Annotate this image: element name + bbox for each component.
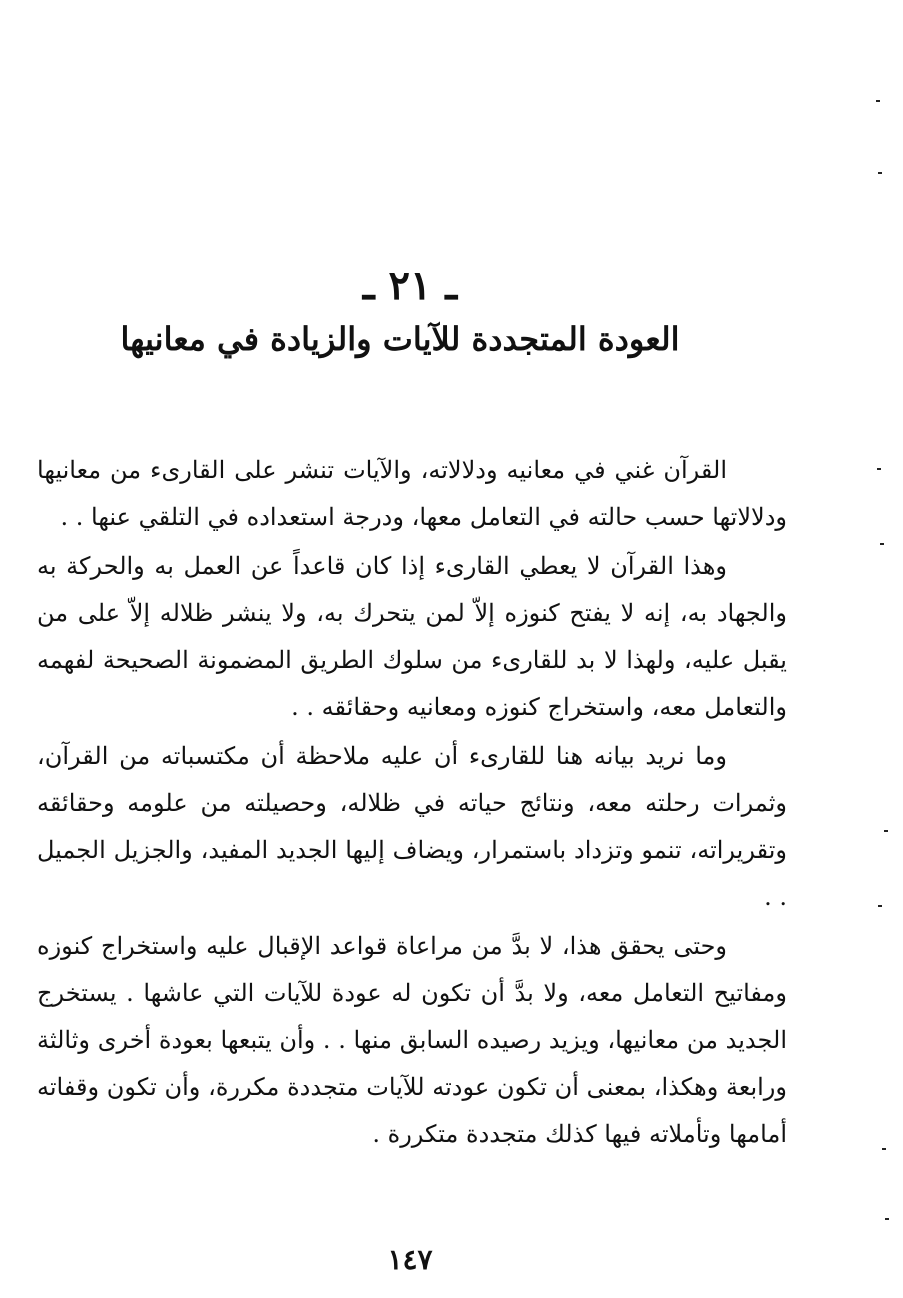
scan-speck [877,468,881,470]
scan-speck [882,1148,886,1150]
paragraph: وحتى يحقق هذا، لا بدَّ من مراعاة قواعد الإقبال عليه واستخراج كنوزه ومفاتيح التعامل معه، ولا بدَّ أن تكون له عودة للآيات التي عاشها . يستخرج الجديد من معانيها، ويزيد رصيده السابق منها . . وأن يتبعها بعودة أخرى وثالثة ورابعة وهكذا، بمعنى أن تكون عودته للآيات متجددة مكررة، وأن تكون وقفاته أمامها وتأملاته فيها كذلك متجددة متكررة . [37,932,787,1148]
page-number: ١٤٧ [387,1243,433,1276]
scan-speck [876,100,880,102]
body-text [37,447,787,1160]
scan-speck [885,1218,889,1220]
scan-speck [884,830,888,832]
scan-speck [880,543,884,545]
scan-speck [878,172,882,174]
scan-speck [878,905,882,907]
paragraph: وما نريد بيانه هنا للقارىء أن عليه ملاحظة أن مكتسباته من القرآن، وثمرات رحلته معه، ونتائج حياته في ظلاله، وحصيلته من علومه وحقائقه وتقريراته، تنمو وتزداد باستمرار، ويضاف إليها الجديد المفيد، والجزيل الجميل . . [37,742,787,911]
chapter-number: ـ ٢١ ـ [362,262,458,309]
chapter-title: العودة المتجددة للآيات والزيادة في معانيها [120,320,680,358]
paragraph: وهذا القرآن لا يعطي القارىء إذا كان قاعداً عن العمل به والحركة به والجهاد به، إنه لا يفتح كنوزه إلاّ لمن يتحرك به، ولا ينشر ظلاله إلاّ على من يقبل عليه، ولهذا لا بد للقارىء من سلوك الطريق المضمونة الصحيحة لفهمه والتعامل معه، واستخراج كنوزه ومعانيه وحقائقه . . [37,552,787,721]
paragraph: القرآن غني في معانيه ودلالاته، والآيات تنشر على القارىء من معانيها ودلالاتها حسب حالته في التعامل معها، ودرجة استعداده في التلقي عنها . . [37,456,787,531]
